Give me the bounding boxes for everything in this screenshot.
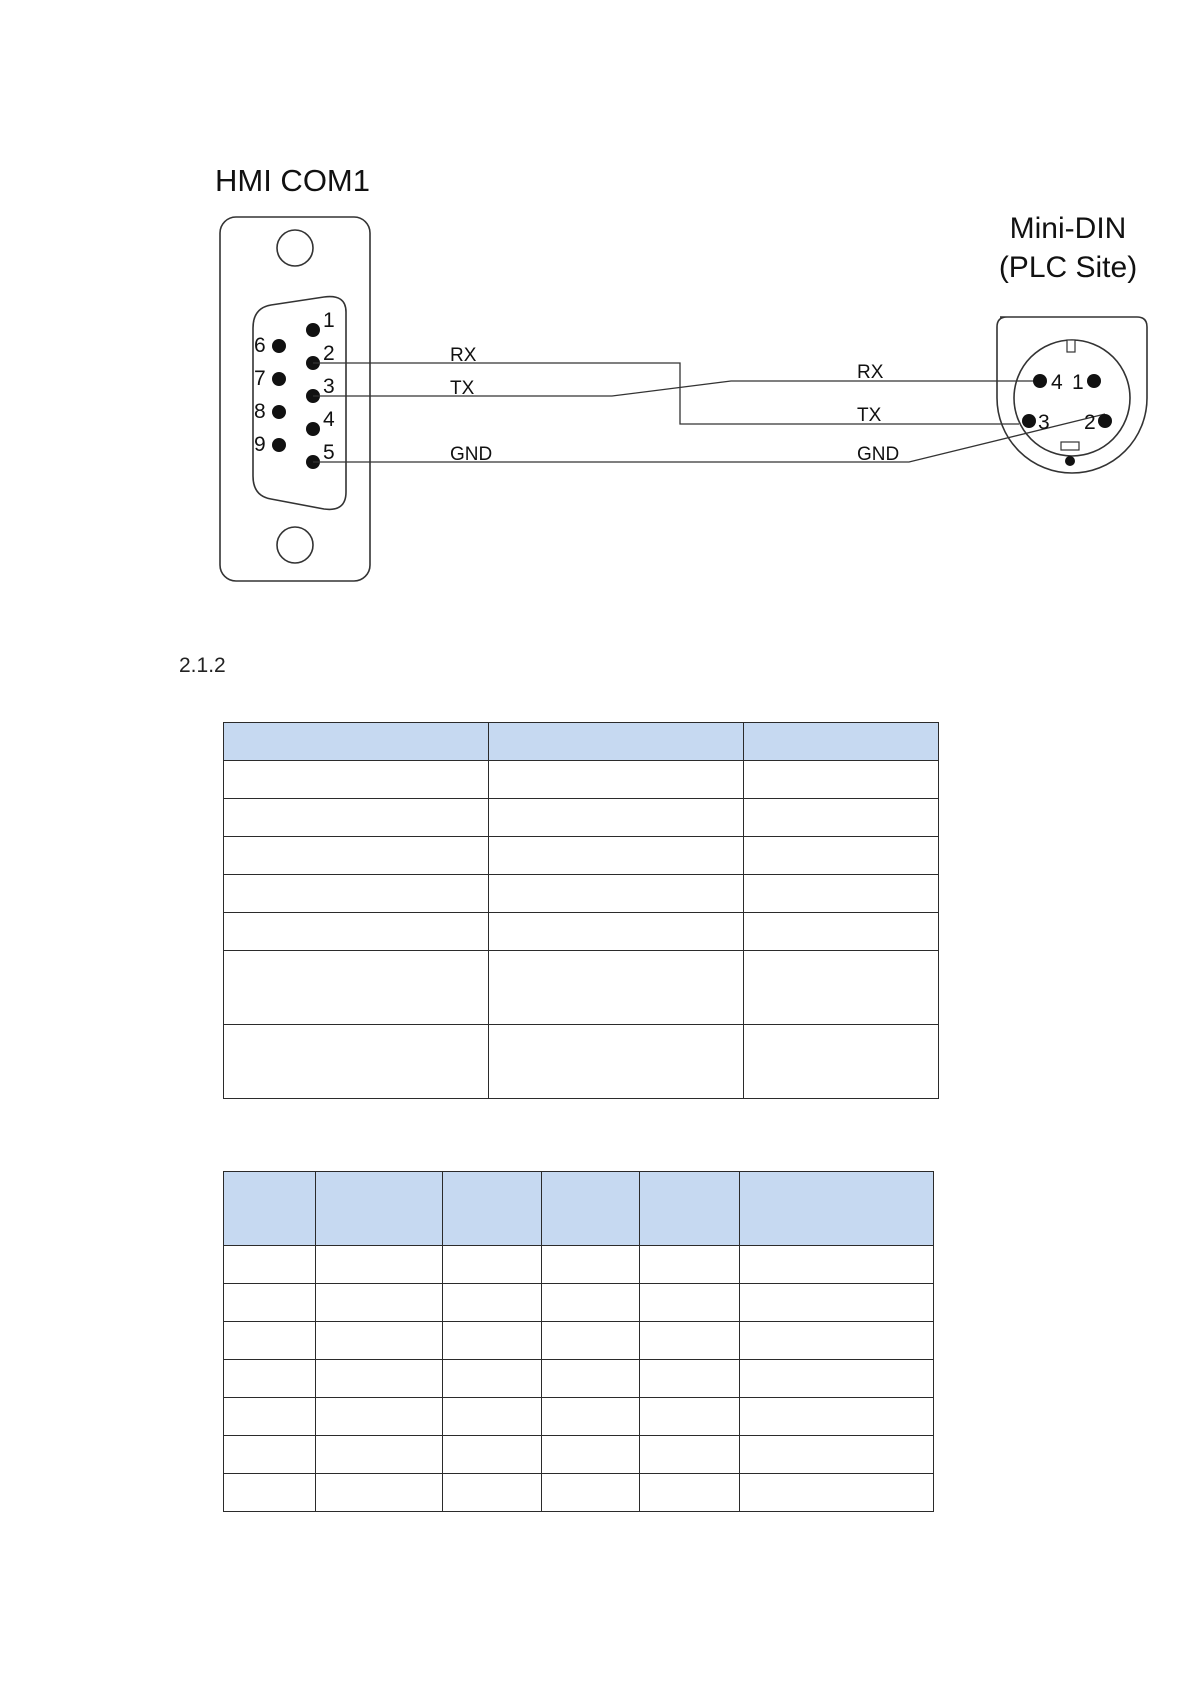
header-cell (443, 1172, 542, 1246)
signal-rx-right: RX (857, 362, 884, 383)
table-cell (740, 1284, 934, 1322)
header-cell (489, 723, 744, 761)
table-cell (316, 1436, 443, 1474)
db9-pin-label-3: 3 (323, 375, 335, 398)
db9-pin-labels (254, 309, 335, 464)
table-cell (640, 1474, 740, 1512)
table-cell (744, 761, 939, 799)
table-cell (542, 1436, 640, 1474)
table-cell (542, 1474, 640, 1512)
table-cell (489, 799, 744, 837)
signal-tx-left: TX (450, 378, 475, 399)
wire-gnd-pin5 (313, 414, 1105, 462)
table-header-row (224, 1172, 934, 1246)
table-cell (744, 799, 939, 837)
table-cell (224, 761, 489, 799)
table-cell (740, 1360, 934, 1398)
mini-din-pin-1 (1087, 374, 1101, 388)
mini-din-key-top (1067, 340, 1075, 352)
table-row (224, 1474, 934, 1512)
db9-pin-4 (306, 422, 320, 436)
table-cell (443, 1474, 542, 1512)
settings-table (223, 722, 939, 1099)
mini-din-face (1014, 340, 1130, 456)
mini-din-connector (997, 212, 1147, 473)
db9-pin-6 (272, 339, 286, 353)
table-cell (640, 1322, 740, 1360)
header-cell (316, 1172, 443, 1246)
table-cell (443, 1322, 542, 1360)
table-row (224, 1398, 934, 1436)
table-cell (740, 1246, 934, 1284)
signal-tx-right: TX (857, 405, 882, 426)
db9-pin-9 (272, 438, 286, 452)
table-cell (224, 875, 489, 913)
table-cell (443, 1436, 542, 1474)
table-row (224, 875, 939, 913)
mini-din-pin-4 (1033, 374, 1047, 388)
db9-pin-label-8: 8 (254, 400, 266, 423)
table-cell (542, 1360, 640, 1398)
db9-pin-label-9: 9 (254, 433, 266, 456)
table-row (224, 1322, 934, 1360)
table-cell (224, 1246, 316, 1284)
hmi-com1-title: HMI COM1 (215, 163, 370, 198)
wire-rx-pin2-to-tx (313, 363, 1019, 424)
table-cell (744, 875, 939, 913)
header-cell (542, 1172, 640, 1246)
table-cell (640, 1398, 740, 1436)
db9-pin-8 (272, 405, 286, 419)
table-cell (640, 1436, 740, 1474)
table-cell (744, 913, 939, 951)
wiring-diagram (191, 156, 1169, 592)
table-cell (489, 913, 744, 951)
signal-labels-right (857, 362, 899, 465)
table-cell (316, 1398, 443, 1436)
db9-pin-label-2: 2 (323, 342, 335, 365)
table-row (224, 1360, 934, 1398)
db9-pin-label-6: 6 (254, 334, 266, 357)
table-cell (224, 1398, 316, 1436)
signal-rx-left: RX (450, 345, 477, 366)
mounting-hole-top (277, 230, 313, 266)
table-cell (542, 1246, 640, 1284)
header-cell (640, 1172, 740, 1246)
mini-din-pin-2 (1098, 414, 1112, 428)
mini-din-pin-label-4: 4 (1051, 371, 1063, 394)
db9-pin-label-7: 7 (254, 367, 266, 390)
mini-din-pin-label-3: 3 (1038, 411, 1050, 434)
header-cell (744, 723, 939, 761)
table-cell (740, 1436, 934, 1474)
table-cell (316, 1322, 443, 1360)
table-cell (316, 1284, 443, 1322)
table-cell (224, 799, 489, 837)
table-cell (443, 1284, 542, 1322)
db9-pins (272, 323, 320, 469)
table-cell (224, 1322, 316, 1360)
db9-pin-1 (306, 323, 320, 337)
table-cell (224, 1474, 316, 1512)
table-row (224, 1246, 934, 1284)
mini-din-pin-label-1: 1 (1072, 371, 1084, 394)
table-cell (744, 837, 939, 875)
table-row (224, 951, 939, 1025)
table-cell (224, 1284, 316, 1322)
table-row (224, 1284, 934, 1322)
table-cell (224, 1025, 489, 1099)
table-cell (489, 761, 744, 799)
mini-din-pin-3 (1022, 414, 1036, 428)
table-cell (740, 1398, 934, 1436)
db9-pin-label-4: 4 (323, 408, 335, 431)
table-cell (224, 1436, 316, 1474)
mini-din-key-bottom (1061, 442, 1079, 450)
db9-pin-label-5: 5 (323, 441, 335, 464)
table-cell (316, 1360, 443, 1398)
table-cell (542, 1284, 640, 1322)
table-cell (489, 951, 744, 1025)
table-cell (640, 1284, 740, 1322)
signal-gnd-right: GND (857, 444, 900, 465)
mounting-hole-bottom (277, 527, 313, 563)
table-row (224, 837, 939, 875)
table-cell (489, 837, 744, 875)
table-cell (740, 1322, 934, 1360)
table-cell (224, 837, 489, 875)
signal-gnd-left: GND (450, 444, 493, 465)
table-cell (640, 1246, 740, 1284)
table-row (224, 1025, 939, 1099)
table-cell (489, 1025, 744, 1099)
address-table (223, 1171, 934, 1512)
table-cell (224, 1360, 316, 1398)
table-cell (316, 1474, 443, 1512)
table-cell (542, 1398, 640, 1436)
wire-tx-pin3-to-rx (313, 381, 1035, 396)
table-cell (640, 1360, 740, 1398)
table-cell (489, 875, 744, 913)
header-cell (224, 723, 489, 761)
header-cell (740, 1172, 934, 1246)
mini-din-pin-label-2: 2 (1084, 411, 1096, 434)
mini-din-shield-dot (1065, 456, 1075, 466)
wires (313, 363, 1105, 462)
table-cell (740, 1474, 934, 1512)
table-cell (224, 913, 489, 951)
table-header-row (224, 723, 939, 761)
table-cell (443, 1398, 542, 1436)
hmi-com1-connector (215, 163, 370, 581)
table-cell (542, 1322, 640, 1360)
mini-din-title-line2: (PLC Site) (998, 251, 1138, 284)
db9-pin-7 (272, 372, 286, 386)
table-cell (443, 1360, 542, 1398)
table-row (224, 761, 939, 799)
mini-din-title-line1: Mini-DIN (1009, 212, 1127, 245)
table-cell (224, 951, 489, 1025)
table-cell (744, 1025, 939, 1099)
db9-pin-label-1: 1 (323, 309, 335, 332)
table-cell (443, 1246, 542, 1284)
table-cell (316, 1246, 443, 1284)
header-cell (224, 1172, 316, 1246)
table-row (224, 799, 939, 837)
table-row (224, 913, 939, 951)
table-row (224, 1436, 934, 1474)
table-cell (744, 951, 939, 1025)
section-number: 2.1.2 (179, 654, 226, 677)
